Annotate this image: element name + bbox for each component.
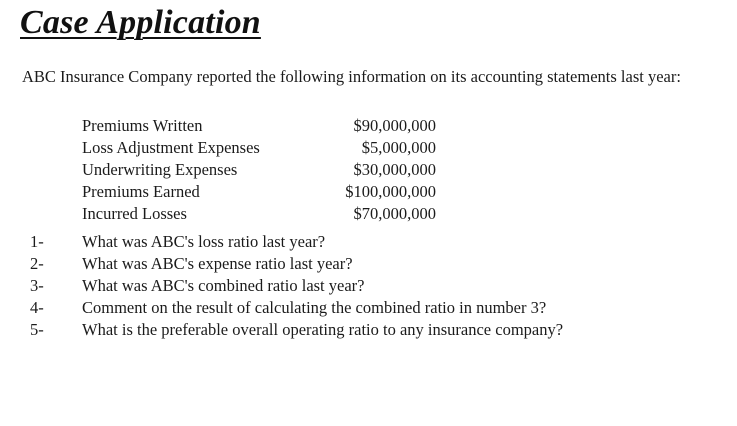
- financial-label: Underwriting Expenses: [82, 160, 238, 179]
- question-item: [30, 231, 563, 253]
- question-text: What is the preferable overall operating ratio to any insurance company?: [82, 320, 564, 339]
- financial-row: [82, 181, 436, 203]
- question-text: What was ABC's expense ratio last year?: [82, 254, 353, 273]
- intro-paragraph: ABC Insurance Company reported the following information on its accounting statements last year:: [22, 67, 681, 86]
- financial-label: Loss Adjustment Expenses: [82, 138, 260, 157]
- financial-row: [82, 203, 436, 225]
- financial-value: $30,000,000: [353, 160, 436, 179]
- page-title: Case Application: [20, 4, 261, 41]
- financial-value: $70,000,000: [353, 204, 436, 223]
- question-text: What was ABC's loss ratio last year?: [82, 232, 326, 251]
- question-text: Comment on the result of calculating the combined ratio in number 3?: [82, 298, 547, 317]
- financials-table: [82, 115, 436, 225]
- question-number: 5-: [30, 320, 44, 339]
- financial-label: Incurred Losses: [82, 204, 187, 223]
- question-item: [30, 319, 563, 341]
- question-number: 4-: [30, 298, 44, 317]
- financial-row: [82, 159, 436, 181]
- financial-value: $90,000,000: [353, 116, 436, 135]
- question-number: 3-: [30, 276, 44, 295]
- financial-row: [82, 137, 436, 159]
- question-number: 1-: [30, 232, 44, 251]
- question-text: What was ABC's combined ratio last year?: [82, 276, 365, 295]
- question-number: 2-: [30, 254, 44, 273]
- question-item: [30, 297, 563, 319]
- question-item: [30, 253, 563, 275]
- financial-value: $5,000,000: [361, 138, 436, 157]
- financial-row: [82, 115, 436, 137]
- financial-label: Premiums Earned: [82, 182, 200, 201]
- question-item: [30, 275, 563, 297]
- questions-list: [30, 231, 563, 341]
- financial-value: $100,000,000: [345, 182, 436, 201]
- financial-label: Premiums Written: [82, 116, 203, 135]
